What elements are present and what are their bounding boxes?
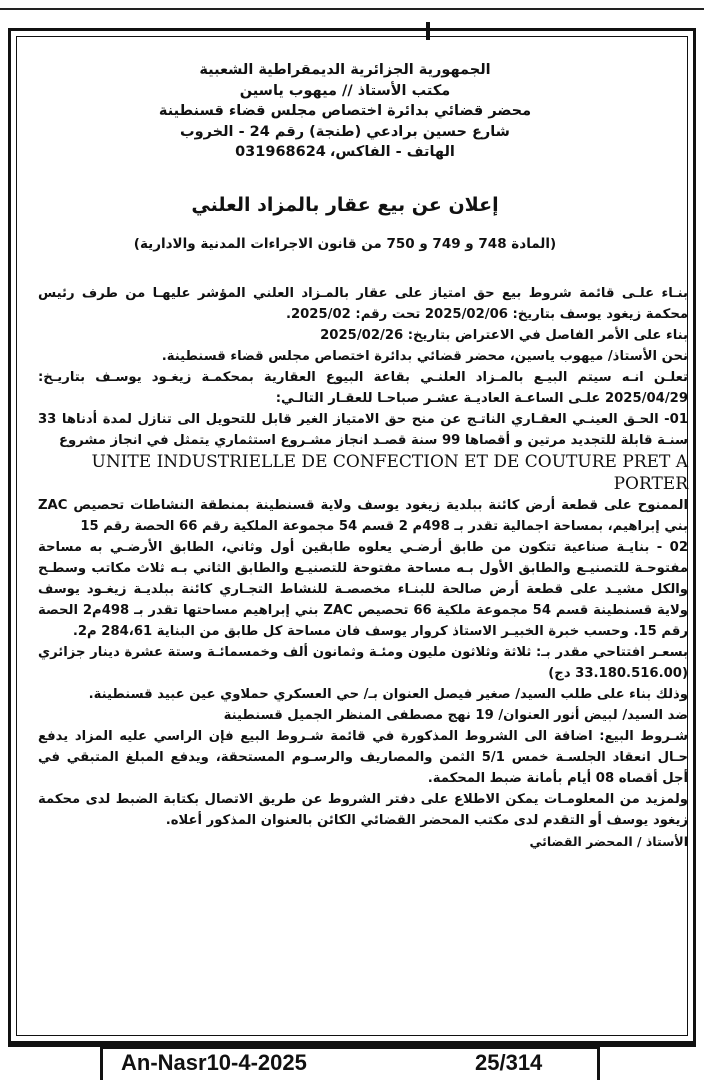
notice-body xyxy=(38,283,688,852)
paragraph-basis: بنـاء علـى قائمة شروط بيع حق امتياز على عقار بالمـزاد العلني المؤشر عليهـا من طرف رئيس محكمة زيغود يوسف بتاريخ: 2025/02/06 تحت رقم: 2025/02. xyxy=(38,286,688,322)
phone-label: الهاتف - الفاكس، xyxy=(329,144,455,160)
paragraph-item-2: 02 - بنايـة صناعية تتكون من طابق أرضـي يعلوه طابقين أول وثاني، الطابق الأرضـي به مساحة مفتوحـة للتصنيـع والطابق الأول بـه مساحة مفتوحة للتصنيـع والطابق الثاني بـه ثلاث مكاتب وسطـح والكل مشيـد على قطعة أرض صالحة للبنـاء مخصصـة للنشاط التجـاري كائنة ببلديـة زيغـود يوسف ولاية قسنطينة قسم 54 مجموعة ملكية 66 تحصيص ZAC بني إبراهيم مساحتها تقدر بـ 498م2 الحصة رقم 15. وحسب خبرة الخبيـر الاستاذ كروار يوسف فان مساحة كل طابق من البناية 284،61 م2. xyxy=(38,540,689,639)
phone-number: 031968624 xyxy=(235,144,326,160)
footer-box xyxy=(100,1046,600,1080)
notice-header xyxy=(40,60,650,163)
paragraph-plaintiff: وذلك بناء على طلب السيد/ صغير فيصل العنوان بـ/ حي العسكري حملاوي عين عبيد قسنطينة. xyxy=(88,687,688,702)
header-phone xyxy=(40,142,650,163)
paragraph-order: بناء على الأمر الفاصل في الاعتراض بتاريخ: 2025/02/26 xyxy=(320,328,688,343)
top-rule xyxy=(0,8,704,10)
paragraph-land: الممنوح على قطعة أرض كائنة ببلدية زيغود يوسف ولاية قسنطينة بمنطقة النشاطات تحصيص ZAC بني إبراهيم، بمساحة اجمالية تقدر بـ 498م 2 قسم 54 مجموعة الملكية رقم 66 الحصة رقم 15 xyxy=(38,498,688,534)
paragraph-defendant: ضد السيد/ لبيض أنور العنوان/ 19 نهج مصطفى المنظر الجميل قسنطينة xyxy=(223,708,688,723)
header-country: الجمهورية الجزائرية الديمقراطية الشعبية xyxy=(199,62,491,78)
paragraph-price: بسعـر افتتاحي مقدر بـ: ثلاثة وثلاثون مليون ومئـة وثمانون ألف وخمسمائـة وستة عشرة دينار جزائري (33.180.516.00 دج) xyxy=(38,645,688,681)
paragraph-conditions: شـروط البيع: اضافة الى الشروط المذكورة في قائمة شـروط البيع فإن الراسي عليه المزاد يدفع حـال انعقاد الجلسـة خمس 5/1 الثمن والمصاريف والرسـوم المستحقة، ويدفع المبلغ المتبقي في أجل أقصاه 08 أيام بأمانة ضبط المحكمة. xyxy=(38,729,688,786)
notice-subtitle: (المادة 748 و 749 و 750 من قانون الاجراءات المدنية والادارية) xyxy=(133,236,557,252)
paragraph-bailiff: نحن الأستاذ/ ميهوب ياسين، محضر قضائي بدائرة اختصاص مجلس قضاء قسنطينة. xyxy=(161,349,688,364)
notice-title: إعلان عن بيع عقار بالمزاد العلني xyxy=(191,194,499,216)
project-name: UNITE INDUSTRIELLE DE CONFECTION ET DE COUTURE PRET A PORTER xyxy=(91,452,688,494)
publication-date: An-Nasr10-4-2025 xyxy=(121,1050,307,1075)
paragraph-item-1: 01- الحـق العينـي العقـاري الناتـج عن منح حق الامتياز الغير قابل للتحويل الى تنازل لمدة أدناها 33 سنـة قابلة للتجديد مرتين و أقصاها 99 سنة قصـد انجاز مشـروع استثماري يتمثل في انجاز مشروع xyxy=(38,412,688,448)
header-role: محضر قضائي بدائرة اختصاص مجلس قضاء قسنطينة xyxy=(158,103,532,119)
header-address: شارع حسين برادعي (طنجة) رقم 24 - الخروب xyxy=(180,123,510,140)
paragraph-sale-date: تعلـن انـه سيتم البيـع بالمـزاد العلنـي بقاعة البيوع العقارية بمحكمـة زيغـود يوسـف بتاريـخ: 2025/04/29 علـى الساعـة العاديـة عشـر صباحـا للعقـار التالـي: xyxy=(38,370,688,406)
paragraph-info: ولمزيد من المعلومـات يمكن الاطلاع على دفتر الشروط عن طريق الاتصال بكتابة الضبط لدى محكمة زيغود يوسف أو التقدم لدى مكتب المحضر القضائي الكائن بالعنوان المذكور أعلاه. xyxy=(38,792,688,828)
header-office: مكتب الأستاذ // ميهوب ياسين xyxy=(239,82,451,99)
publication-ref: 25/314 xyxy=(475,1050,543,1075)
signature: الأستاذ / المحضر القضائي xyxy=(529,834,688,849)
